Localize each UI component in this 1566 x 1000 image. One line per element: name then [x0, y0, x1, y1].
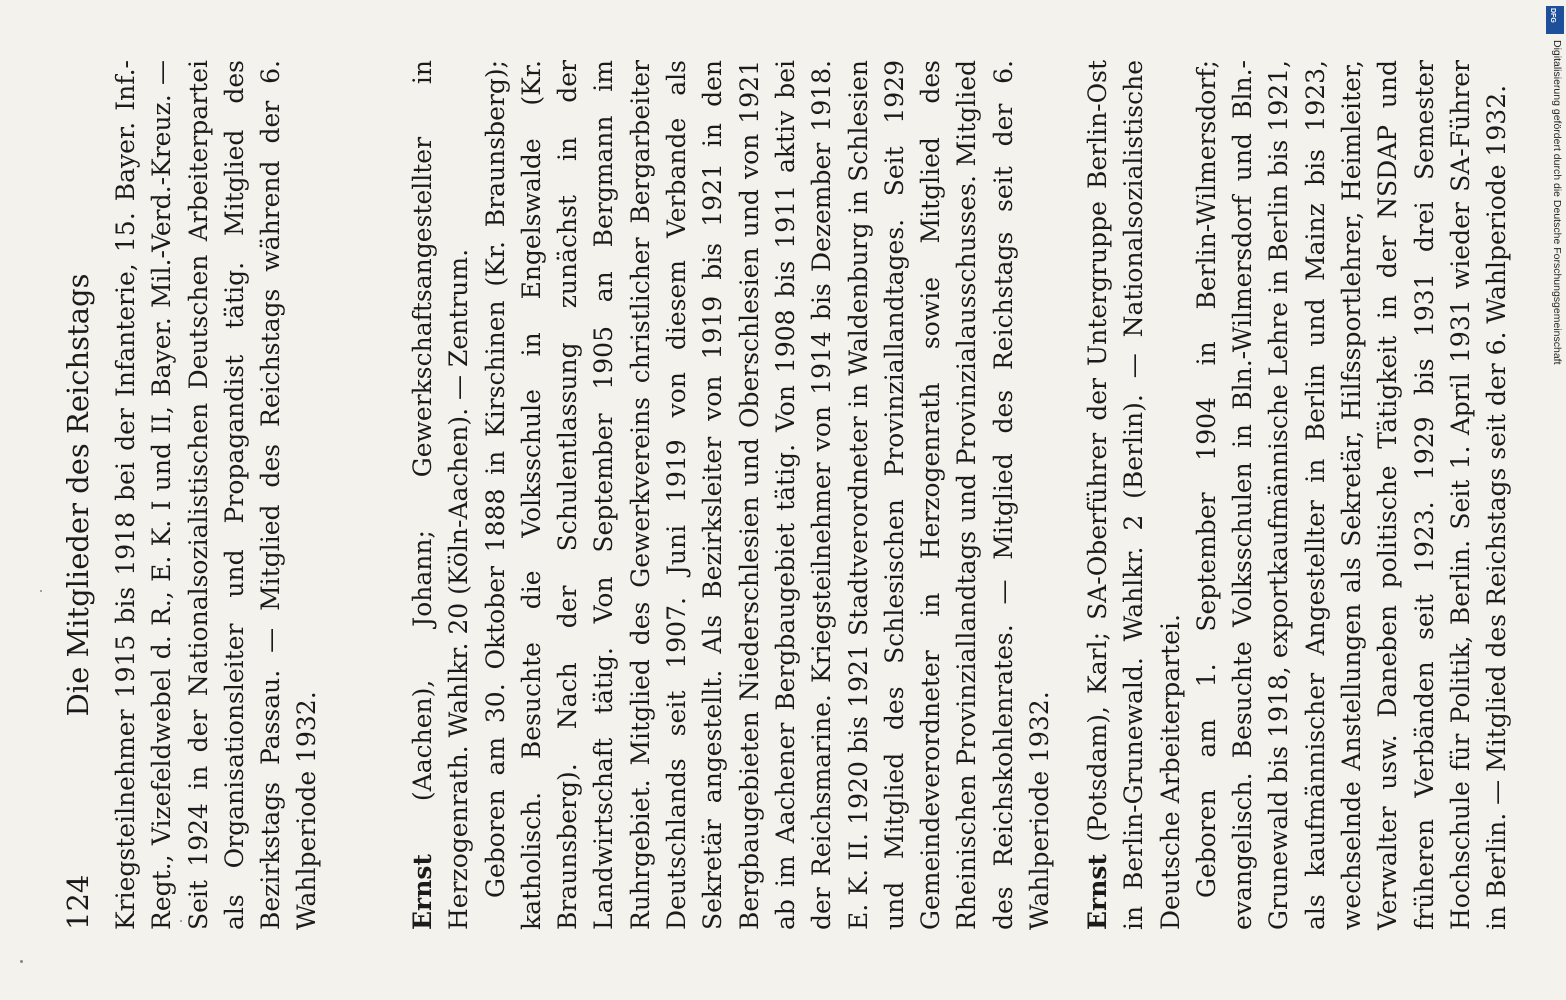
dfg-logo	[1546, 6, 1564, 34]
entry-name: Ernst	[408, 853, 437, 930]
dfg-logo-text: DFG	[1549, 8, 1556, 23]
entry-paragraph: Kriegsteilnehmer 1915 bis 1918 bei der Infanterie, 15. Bayer. Inf.-Regt., Vizefeldwebel d. R., E. K. I und II, Bayer. Mil.-Verd.-Kreuz. — Seit 1924 in der Nationalsozialistischen Deutschen Arbeiterpartei als Organisationsleiter und Propagandist tätig. Mitglied des Bezirkstags Passau. — Mitglied des Reichstags während der 6. Wahlperiode 1932.	[111, 60, 322, 930]
entry-ernst-karl	[1080, 60, 1516, 930]
entry-ernst-johann	[405, 60, 1058, 930]
entry-name: Ernst	[1083, 853, 1112, 930]
entry-heading	[1080, 60, 1189, 930]
text-column	[60, 59, 1512, 930]
entry-continuation	[108, 60, 326, 930]
header-row	[60, 60, 100, 930]
scan-speck	[40, 590, 42, 592]
scan-speck	[180, 920, 182, 922]
entry-heading	[405, 60, 478, 930]
scan-speck	[20, 960, 23, 963]
running-head-title: Die Mitglieder des Reichstags	[61, 273, 95, 717]
entry-biography: Geboren am 1. September 1904 in Berlin-Wilmersdorf; evangelisch. Besuchte Volksschulen in Bln.-Wilmersdorf und Bln.-Grunewald bis 1918, exportkaufmännische Lehre in Berlin bis 1921, als kaufmännischer Angestellter in Berlin und Mainz bis 1923, wechselnde Anstellungen als Sekretär, Hilfssportlehrer, Heimleiter, Verwalter usw. Daneben politische Tätigkeit in der NSDAP und früheren Verbänden seit 1923. 1929 bis 1931 drei Semester Hochschule für Politik, Berlin. Seit 1. April 1931 wieder SA-Führer in Berlin. — Mitglied des Reichstags seit der 6. Wahlperiode 1932.	[1191, 60, 1512, 930]
dfg-watermark: Digitalisierung gefördert durch die Deutsche Forschungsgemeinschaft	[1551, 40, 1563, 365]
entry-biography: Geboren am 30. Oktober 1888 in Kirschinen (Kr. Braunsberg); katholisch. Besuchte die Volksschule in Engelswalde (Kr. Braunsberg). Nach der Schulentlassung zunächst in der Landwirtschaft tätig. Von September 1905 an Bergmann im Ruhrgebiet. Mitglied des Gewerkvereins christlicher Bergarbeiter Deutschlands seit 1907. Juni 1919 von diesem Verbande als Sekretär angestellt. Als Bezirksleiter von 1919 bis 1921 in den Bergbaugebieten Niederschlesien und Oberschlesien und von 1921 ab im Aachener Bergbaugebiet tätig. Von 1908 bis 1911 aktiv bei der Reichsmarine. Kriegsteilnehmer von 1914 bis Dezember 1918. E. K. II. 1920 bis 1921 Stadtverordneter in Waldenburg in Schlesien und Mitglied des Schlesischen Provinziallandtages. Seit 1929 Gemeindeverordneter in Herzogenrath sowie Mitglied des Rheinischen Provinziallandtags und Provinzialausschusses. Mitglied des Reichskohlenrates. — Mitglied des Reichstags seit der 6. Wahlperiode 1932.	[480, 60, 1055, 930]
entry-heading-text: (Aachen), Johann; Gewerkschaftsangestellter in Herzogenrath. Wahlkr. 20 (Köln-Aachen). — Zentrum.	[408, 60, 474, 930]
entry-heading-text: (Potsdam), Karl; SA-Oberführer der Untergruppe Berlin-Ost in Berlin-Grunewald. Wahlkr. 2 (Berlin). — Nationalsozialistische Deutsche Arbeiterpartei.	[1083, 59, 1185, 930]
page-number: 124	[61, 874, 95, 930]
